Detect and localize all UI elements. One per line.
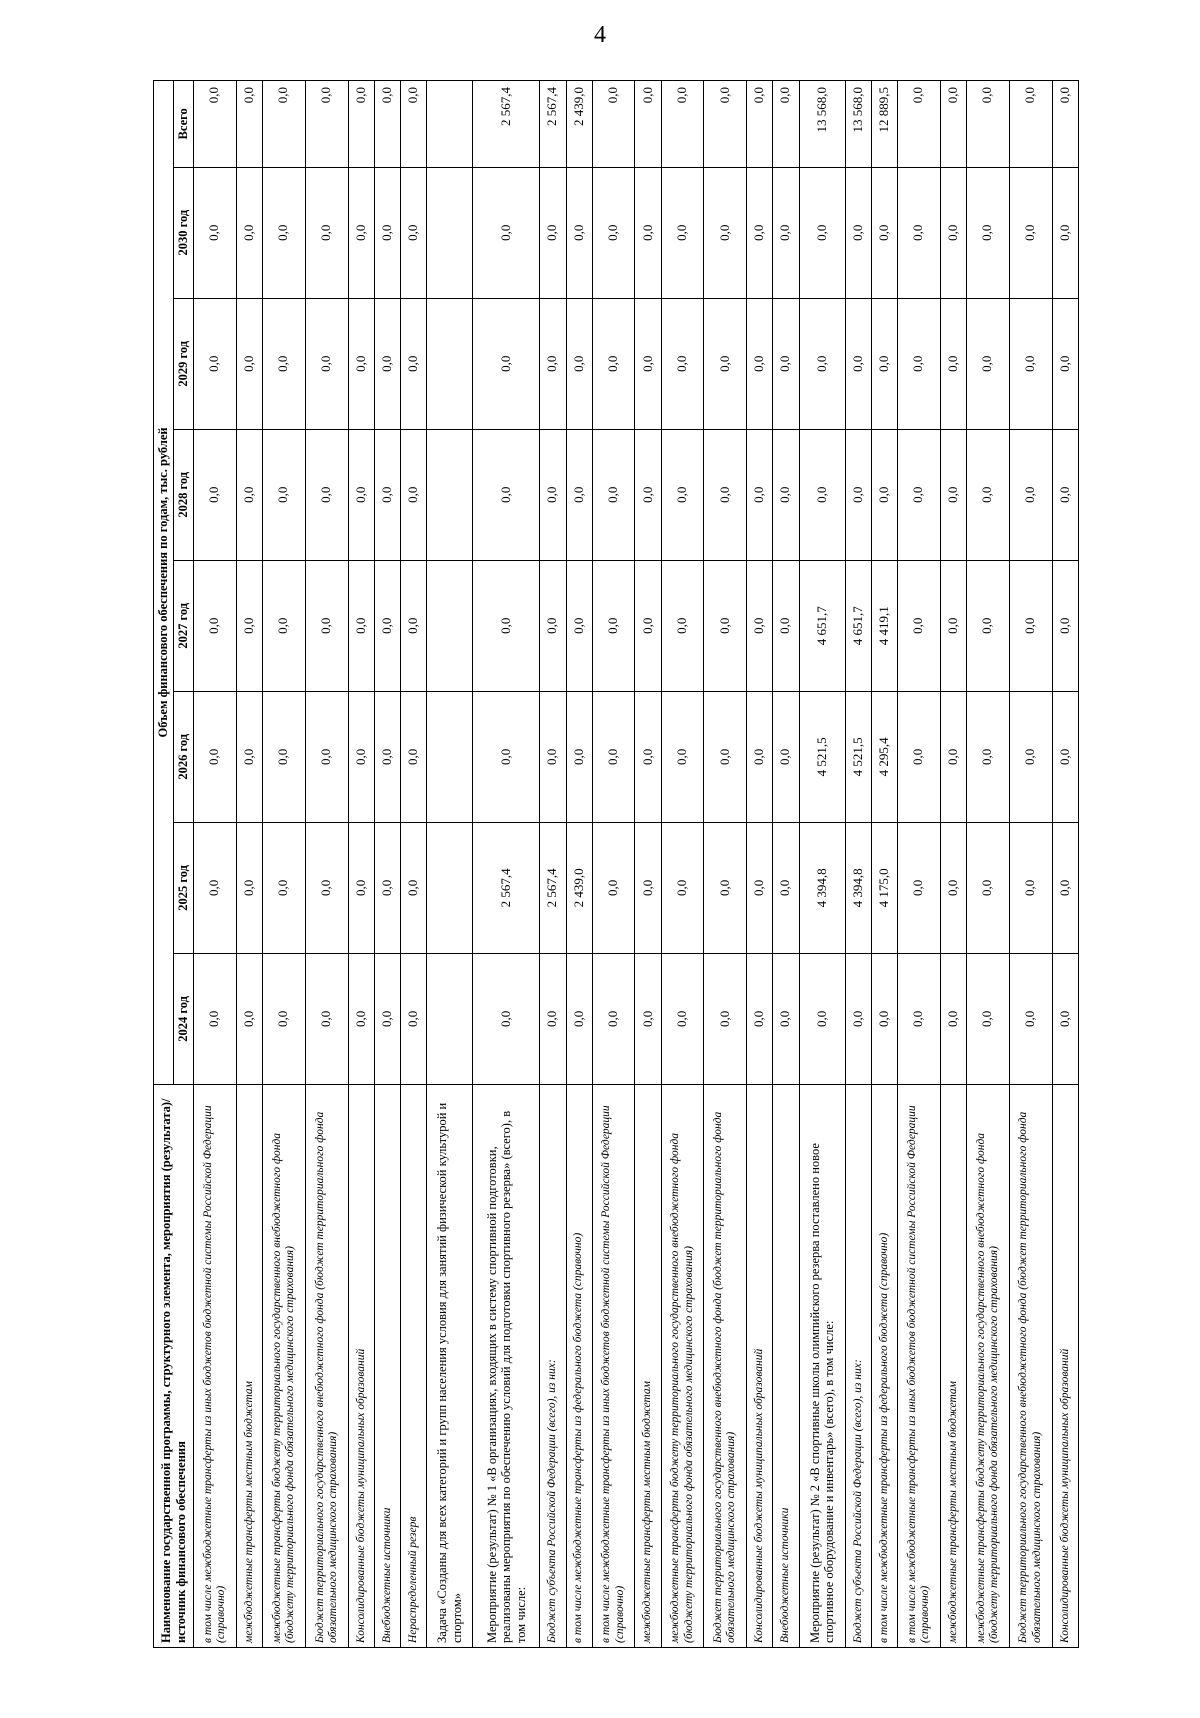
row-value-total: 0,0 [305, 81, 348, 168]
row-value: 2 567,4 [540, 822, 566, 953]
row-value: 0,0 [940, 691, 966, 822]
table-row [1052, 81, 1078, 1648]
row-value: 0,0 [704, 560, 747, 691]
row-value: 0,0 [262, 429, 305, 560]
row-label: Мероприятие (результат) № 1 «В организациях, входящих в систему спортивной подготовки, реализованы мероприятия по обеспечению условий для подготовки спортивного резерва» (всего), в том числе: [473, 1084, 540, 1647]
row-value: 0,0 [845, 298, 871, 429]
header-name: Наименование государственной программы, структурного элемента, мероприятия (результата)/источник финансового обеспечения [154, 1084, 194, 1647]
table-row [262, 81, 305, 1648]
row-value: 0,0 [236, 822, 262, 953]
row-value: 0,0 [348, 822, 374, 953]
row-value: 4 521,5 [799, 691, 845, 822]
row-label: Нераспределенный резерв [400, 1084, 426, 1647]
row-value: 0,0 [348, 560, 374, 691]
table-row [871, 81, 897, 1648]
row-value: 0,0 [773, 822, 799, 953]
row-value: 0,0 [940, 167, 966, 298]
row-value: 0,0 [799, 429, 845, 560]
table-row [592, 81, 635, 1648]
row-value: 0,0 [871, 953, 897, 1084]
row-value: 0,0 [704, 298, 747, 429]
row-value: 0,0 [773, 953, 799, 1084]
row-value: 0,0 [236, 167, 262, 298]
row-value-total: 13 568,0 [799, 81, 845, 168]
row-value: 0,0 [747, 298, 773, 429]
row-value: 0,0 [704, 953, 747, 1084]
row-value: 0,0 [635, 167, 661, 298]
row-value-total: 0,0 [635, 81, 661, 168]
row-value: 0,0 [635, 429, 661, 560]
row-value: 0,0 [236, 953, 262, 1084]
row-value: 0,0 [592, 167, 635, 298]
row-value-total: 2 567,4 [473, 81, 540, 168]
table-row [473, 81, 540, 1648]
row-value: 0,0 [566, 167, 592, 298]
row-value: 0,0 [374, 691, 400, 822]
row-value: 0,0 [194, 298, 237, 429]
table-row [635, 81, 661, 1648]
row-value: 0,0 [592, 560, 635, 691]
row-value: 0,0 [940, 822, 966, 953]
row-value: 0,0 [799, 298, 845, 429]
row-value: 0,0 [661, 298, 704, 429]
row-value: 0,0 [305, 298, 348, 429]
row-value: 0,0 [194, 560, 237, 691]
table-row [940, 81, 966, 1648]
row-value: 0,0 [540, 691, 566, 822]
row-value: 0,0 [566, 298, 592, 429]
row-value: 0,0 [661, 429, 704, 560]
row-value-total: 0,0 [897, 81, 940, 168]
row-value: 0,0 [305, 560, 348, 691]
table-row [236, 81, 262, 1648]
header-group: Объем финансового обеспечения по годам, тыс. рублей [154, 81, 174, 1085]
row-value: 0,0 [262, 298, 305, 429]
row-label: в том числе межбюджетные трансферты из иных бюджетов бюджетной системы Российской Федерации (справочно) [897, 1084, 940, 1647]
row-value: 0,0 [661, 167, 704, 298]
row-value: 0,0 [236, 560, 262, 691]
table-row [799, 81, 845, 1648]
row-value: 4 419,1 [871, 560, 897, 691]
row-value: 0,0 [566, 429, 592, 560]
row-value: 0,0 [473, 429, 540, 560]
row-label: межбюджетные трансферты местным бюджетам [635, 1084, 661, 1647]
row-value: 0,0 [592, 953, 635, 1084]
row-value-total: 0,0 [262, 81, 305, 168]
row-value: 0,0 [966, 822, 1009, 953]
row-value: 0,0 [400, 691, 426, 822]
row-value: 0,0 [897, 953, 940, 1084]
row-value: 0,0 [747, 691, 773, 822]
row-value: 0,0 [540, 298, 566, 429]
row-value: 2 439,0 [566, 822, 592, 953]
row-label: в том числе межбюджетные трансферты из федерального бюджета (справочно) [871, 1084, 897, 1647]
row-label: Бюджет субъекта Российской Федерации (всего), из них: [845, 1084, 871, 1647]
row-value: 0,0 [799, 167, 845, 298]
row-value: 0,0 [966, 298, 1009, 429]
row-value: 0,0 [897, 560, 940, 691]
row-value: 0,0 [635, 298, 661, 429]
row-value: 0,0 [940, 298, 966, 429]
row-value: 0,0 [1052, 822, 1078, 953]
row-value: 0,0 [473, 691, 540, 822]
row-value: 0,0 [704, 167, 747, 298]
row-label: межбюджетные трансферты бюджету территориального государственного внебюджетного фонда (бюджету территориального фонда обязательного медицинского страхования) [262, 1084, 305, 1647]
row-value-total: 2 567,4 [540, 81, 566, 168]
row-value-total: 0,0 [236, 81, 262, 168]
row-value: 0,0 [194, 691, 237, 822]
table-row [1009, 81, 1052, 1648]
row-value [427, 822, 473, 953]
row-value: 0,0 [897, 822, 940, 953]
row-value: 0,0 [540, 560, 566, 691]
row-value [427, 429, 473, 560]
row-value-total: 0,0 [1009, 81, 1052, 168]
row-value: 0,0 [635, 822, 661, 953]
row-value: 0,0 [635, 691, 661, 822]
row-value: 0,0 [661, 953, 704, 1084]
row-value: 0,0 [194, 429, 237, 560]
row-value: 0,0 [773, 691, 799, 822]
row-value: 0,0 [773, 298, 799, 429]
row-value: 0,0 [262, 560, 305, 691]
row-value: 0,0 [262, 691, 305, 822]
row-value: 0,0 [473, 167, 540, 298]
table-row [845, 81, 871, 1648]
row-value: 0,0 [592, 822, 635, 953]
row-label: в том числе межбюджетные трансферты из федерального бюджета (справочно) [566, 1084, 592, 1647]
row-value: 0,0 [966, 167, 1009, 298]
row-value: 0,0 [940, 429, 966, 560]
table-row [427, 81, 473, 1648]
row-value: 0,0 [845, 953, 871, 1084]
row-label: Задача «Созданы для всех категорий и групп населения условия для занятий физической культурой и спортом» [427, 1084, 473, 1647]
row-value: 0,0 [773, 429, 799, 560]
row-value: 0,0 [262, 953, 305, 1084]
row-value: 0,0 [305, 953, 348, 1084]
page-number: 4 [594, 22, 606, 48]
row-value: 0,0 [348, 167, 374, 298]
row-value: 0,0 [400, 560, 426, 691]
row-value: 0,0 [374, 560, 400, 691]
row-value: 0,0 [305, 691, 348, 822]
row-value: 0,0 [400, 953, 426, 1084]
row-value: 0,0 [1052, 298, 1078, 429]
row-value: 0,0 [400, 167, 426, 298]
row-value: 0,0 [1009, 167, 1052, 298]
row-value-total: 0,0 [592, 81, 635, 168]
row-value-total: 0,0 [704, 81, 747, 168]
row-value: 0,0 [845, 429, 871, 560]
row-value-total: 0,0 [348, 81, 374, 168]
row-value: 0,0 [704, 429, 747, 560]
row-value: 0,0 [661, 691, 704, 822]
row-label: Бюджет территориального государственного внебюджетного фонда (бюджет территориального фонда обязательного медицинского страхования) [305, 1084, 348, 1647]
row-value: 0,0 [566, 560, 592, 691]
table-row [704, 81, 747, 1648]
row-value [427, 167, 473, 298]
row-value: 0,0 [747, 953, 773, 1084]
row-value: 0,0 [897, 298, 940, 429]
row-value [427, 560, 473, 691]
row-value [427, 298, 473, 429]
row-value: 0,0 [348, 429, 374, 560]
table-row [966, 81, 1009, 1648]
row-value: 4 651,7 [845, 560, 871, 691]
row-value: 0,0 [1009, 429, 1052, 560]
row-value: 0,0 [540, 167, 566, 298]
row-value-total: 0,0 [661, 81, 704, 168]
row-value: 0,0 [400, 429, 426, 560]
row-value: 0,0 [305, 429, 348, 560]
row-value: 0,0 [1009, 953, 1052, 1084]
row-value: 0,0 [262, 822, 305, 953]
row-value: 0,0 [897, 691, 940, 822]
table-row [566, 81, 592, 1648]
row-value: 0,0 [374, 953, 400, 1084]
table-row [400, 81, 426, 1648]
row-value: 0,0 [194, 953, 237, 1084]
row-label: межбюджетные трансферты местным бюджетам [940, 1084, 966, 1647]
row-value-total: 0,0 [1052, 81, 1078, 168]
row-value: 0,0 [773, 167, 799, 298]
row-value: 0,0 [704, 822, 747, 953]
row-value: 0,0 [799, 953, 845, 1084]
row-value: 0,0 [940, 953, 966, 1084]
row-value: 0,0 [897, 167, 940, 298]
table-row [540, 81, 566, 1648]
row-value: 0,0 [704, 691, 747, 822]
table-row [773, 81, 799, 1648]
row-value: 0,0 [747, 560, 773, 691]
row-value: 0,0 [473, 953, 540, 1084]
row-value: 4 295,4 [871, 691, 897, 822]
row-label: в том числе межбюджетные трансферты из иных бюджетов бюджетной системы Российской Федерации (справочно) [194, 1084, 237, 1647]
row-value: 0,0 [845, 167, 871, 298]
row-value: 4 394,8 [799, 822, 845, 953]
row-value: 0,0 [305, 822, 348, 953]
row-value: 0,0 [747, 429, 773, 560]
row-value: 4 651,7 [799, 560, 845, 691]
row-value: 0,0 [1009, 560, 1052, 691]
header-year-2025: 2025 год [174, 822, 194, 953]
row-value-total: 0,0 [400, 81, 426, 168]
row-value: 0,0 [473, 298, 540, 429]
row-label: Мероприятие (результат) № 2 «В спортивные школы олимпийского резерва поставлено новое спортивное оборудование и инвентарь» (всего), в том числе: [799, 1084, 845, 1647]
row-value: 0,0 [262, 167, 305, 298]
row-value: 0,0 [871, 429, 897, 560]
row-value: 0,0 [635, 560, 661, 691]
row-value: 0,0 [348, 691, 374, 822]
row-value: 0,0 [966, 429, 1009, 560]
table-row [305, 81, 348, 1648]
header-year-2024: 2024 год [174, 953, 194, 1084]
row-value: 0,0 [540, 429, 566, 560]
header-year-2029: 2029 год [174, 298, 194, 429]
row-value: 0,0 [966, 691, 1009, 822]
row-value-total: 0,0 [966, 81, 1009, 168]
row-label: Бюджет территориального государственного внебюджетного фонда (бюджет территориального фонда обязательного медицинского страхования) [704, 1084, 747, 1647]
row-label: межбюджетные трансферты местным бюджетам [236, 1084, 262, 1647]
row-value: 0,0 [1052, 167, 1078, 298]
row-value-total: 0,0 [194, 81, 237, 168]
table-row [897, 81, 940, 1648]
row-value: 0,0 [236, 691, 262, 822]
row-value: 0,0 [773, 560, 799, 691]
row-value: 0,0 [374, 167, 400, 298]
row-value: 0,0 [566, 691, 592, 822]
row-label: в том числе межбюджетные трансферты из иных бюджетов бюджетной системы Российской Федерации (справочно) [592, 1084, 635, 1647]
row-value: 0,0 [1052, 429, 1078, 560]
row-value: 0,0 [236, 429, 262, 560]
table-row [348, 81, 374, 1648]
table-row [661, 81, 704, 1648]
row-value: 0,0 [540, 953, 566, 1084]
row-label: Консолидированные бюджеты муниципальных образований [348, 1084, 374, 1647]
rotated-table-container [153, 80, 1079, 1648]
row-label: Внебюджетные источники [374, 1084, 400, 1647]
row-label: межбюджетные трансферты бюджету территориального государственного внебюджетного фонда (бюджету территориального фонда обязательного медицинского страхования) [966, 1084, 1009, 1647]
row-value-total: 0,0 [773, 81, 799, 168]
row-value: 0,0 [661, 822, 704, 953]
row-label: Бюджет субъекта Российской Федерации (всего), из них: [540, 1084, 566, 1647]
row-value: 0,0 [348, 953, 374, 1084]
table-body [194, 81, 1079, 1648]
row-value-total: 0,0 [940, 81, 966, 168]
row-value: 0,0 [400, 822, 426, 953]
header-year-2030: 2030 год [174, 167, 194, 298]
row-value [427, 953, 473, 1084]
row-value: 0,0 [194, 167, 237, 298]
row-value: 0,0 [305, 167, 348, 298]
row-value: 0,0 [374, 822, 400, 953]
row-value: 0,0 [966, 953, 1009, 1084]
table-row [747, 81, 773, 1648]
row-value: 0,0 [1009, 298, 1052, 429]
table-header [154, 81, 194, 1648]
table-row [194, 81, 237, 1648]
row-label: Консолидированные бюджеты муниципальных образований [747, 1084, 773, 1647]
row-value: 0,0 [1009, 691, 1052, 822]
row-value: 0,0 [566, 953, 592, 1084]
row-value [427, 691, 473, 822]
row-value-total [427, 81, 473, 168]
row-value-total: 0,0 [374, 81, 400, 168]
row-value: 0,0 [871, 167, 897, 298]
row-value-total: 12 889,5 [871, 81, 897, 168]
row-value: 0,0 [374, 298, 400, 429]
row-label: Внебюджетные источники [773, 1084, 799, 1647]
row-value: 0,0 [1009, 822, 1052, 953]
row-value: 0,0 [940, 560, 966, 691]
row-value: 4 175,0 [871, 822, 897, 953]
row-value: 0,0 [473, 560, 540, 691]
row-value: 0,0 [747, 822, 773, 953]
table-row [374, 81, 400, 1648]
row-value: 0,0 [1052, 691, 1078, 822]
row-value-total: 2 439,0 [566, 81, 592, 168]
row-value: 0,0 [236, 298, 262, 429]
row-value: 0,0 [1052, 560, 1078, 691]
row-value: 0,0 [871, 298, 897, 429]
row-value: 0,0 [1052, 953, 1078, 1084]
row-value: 0,0 [400, 298, 426, 429]
row-value: 4 521,5 [845, 691, 871, 822]
row-value: 0,0 [374, 429, 400, 560]
row-value: 0,0 [966, 560, 1009, 691]
row-value-total: 13 568,0 [845, 81, 871, 168]
row-value: 0,0 [661, 560, 704, 691]
header-total: Всего [174, 81, 194, 168]
row-value: 0,0 [348, 298, 374, 429]
row-value: 0,0 [592, 429, 635, 560]
header-year-2026: 2026 год [174, 691, 194, 822]
header-year-2027: 2027 год [174, 560, 194, 691]
row-value: 0,0 [592, 691, 635, 822]
row-value-total: 0,0 [747, 81, 773, 168]
row-value: 4 394,8 [845, 822, 871, 953]
row-value: 0,0 [592, 298, 635, 429]
row-value: 0,0 [747, 167, 773, 298]
header-year-2028: 2028 год [174, 429, 194, 560]
row-label: межбюджетные трансферты бюджету территориального государственного внебюджетного фонда (бюджету территориального фонда обязательного медицинского страхования) [661, 1084, 704, 1647]
financing-table [153, 80, 1079, 1648]
row-value: 0,0 [897, 429, 940, 560]
row-label: Консолидированные бюджеты муниципальных образований [1052, 1084, 1078, 1647]
row-value: 2 567,4 [473, 822, 540, 953]
row-value: 0,0 [635, 953, 661, 1084]
row-value: 0,0 [194, 822, 237, 953]
row-label: Бюджет территориального государственного внебюджетного фонда (бюджет территориального фонда обязательного медицинского страхования) [1009, 1084, 1052, 1647]
